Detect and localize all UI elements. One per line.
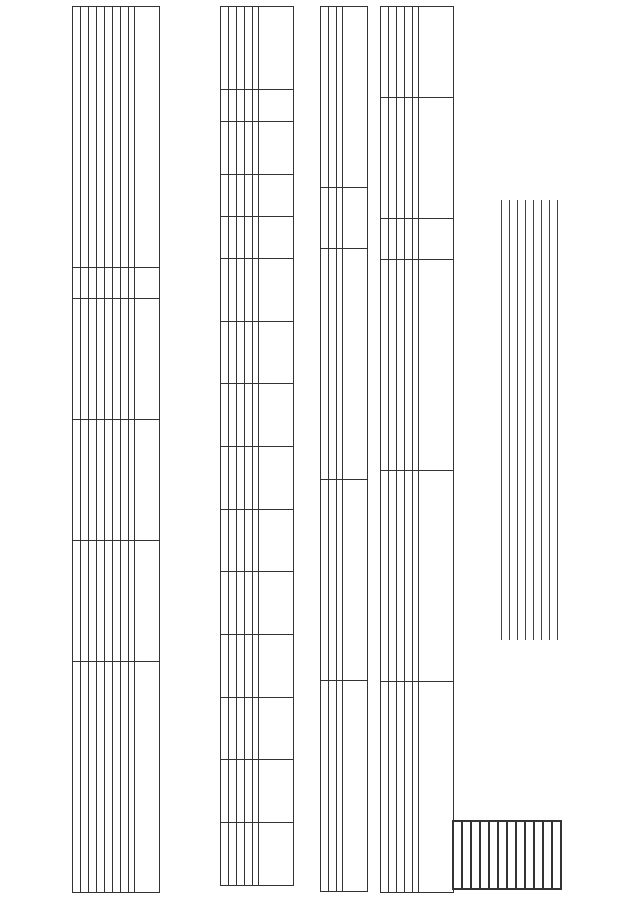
- table-cell: [237, 509, 245, 572]
- requisite-line: [501, 200, 502, 640]
- table-cell: [89, 268, 97, 299]
- table-cell: [229, 122, 237, 174]
- table-cell: [245, 823, 253, 886]
- column-number-cell: [337, 681, 343, 892]
- code-cell: [498, 821, 507, 889]
- header-cell: [135, 541, 160, 662]
- table-cell: [321, 188, 329, 249]
- table-cell: [329, 681, 337, 892]
- table-cell: [81, 299, 89, 420]
- header-cell: [135, 299, 160, 420]
- header-cell: [259, 446, 294, 509]
- table-cell: [97, 662, 105, 893]
- table-cell: [81, 268, 89, 299]
- table-cell: [321, 249, 329, 480]
- table-cell: [113, 299, 121, 420]
- table-cell: [381, 682, 389, 893]
- table-cell: [405, 7, 413, 98]
- column-number-cell: [129, 299, 135, 420]
- header-cell: [259, 384, 294, 447]
- table-cell: [329, 249, 337, 480]
- column-number-cell: [253, 122, 259, 174]
- table-cell: [121, 662, 129, 893]
- table-cell: [321, 7, 329, 188]
- header-cell: [259, 258, 294, 321]
- header-cell: [135, 268, 160, 299]
- table-cell: [73, 541, 81, 662]
- column-number-cell: [253, 509, 259, 572]
- table-cell: [89, 7, 97, 268]
- table-cell: [221, 7, 229, 90]
- table-cell: [397, 260, 405, 471]
- code-cell: [543, 821, 552, 889]
- table-cell: [221, 258, 229, 321]
- header-cell: [135, 662, 160, 893]
- table-cell: [237, 572, 245, 635]
- column-number-cell: [337, 7, 343, 188]
- table-cell: [397, 219, 405, 260]
- header-cell: [419, 260, 454, 471]
- table-cell: [89, 662, 97, 893]
- header-cell: [419, 7, 454, 98]
- table-cell: [229, 7, 237, 90]
- table-cell: [321, 681, 329, 892]
- table-cell: [229, 572, 237, 635]
- column-number-cell: [253, 635, 259, 698]
- header-cell: [259, 321, 294, 384]
- table-cell: [229, 384, 237, 447]
- section-1-table: [380, 6, 454, 893]
- table-cell: [245, 572, 253, 635]
- code-cell: [507, 821, 516, 889]
- table-cell: [381, 219, 389, 260]
- requisite-line: [549, 200, 550, 640]
- column-number-cell: [253, 697, 259, 760]
- table-cell: [245, 509, 253, 572]
- table-cell: [113, 268, 121, 299]
- column-number-cell: [253, 90, 259, 122]
- header-cell: [343, 249, 368, 480]
- table-cell: [237, 216, 245, 258]
- column-number-cell: [413, 7, 419, 98]
- table-cell: [245, 384, 253, 447]
- table-cell: [245, 697, 253, 760]
- table-cell: [97, 420, 105, 541]
- table-cell: [221, 174, 229, 216]
- table-cell: [221, 697, 229, 760]
- table-cell: [237, 90, 245, 122]
- table-cell: [121, 7, 129, 268]
- table-cell: [73, 299, 81, 420]
- table-cell: [405, 219, 413, 260]
- table-cell: [245, 216, 253, 258]
- table-cell: [221, 823, 229, 886]
- code-cell: [480, 821, 489, 889]
- requisite-line: [509, 200, 510, 640]
- column-number-cell: [337, 480, 343, 681]
- column-number-cell: [337, 188, 343, 249]
- table-cell: [397, 682, 405, 893]
- table-cell: [245, 258, 253, 321]
- table-cell: [381, 471, 389, 682]
- table-cell: [229, 446, 237, 509]
- table-cell: [113, 7, 121, 268]
- header-cell: [259, 697, 294, 760]
- header-cell: [419, 682, 454, 893]
- table-cell: [329, 480, 337, 681]
- table-cell: [237, 122, 245, 174]
- table-cell: [105, 299, 113, 420]
- table-cell: [389, 260, 397, 471]
- column-number-cell: [413, 260, 419, 471]
- header-cell: [259, 823, 294, 886]
- table-cell: [405, 682, 413, 893]
- table-cell: [221, 384, 229, 447]
- table-cell: [389, 98, 397, 219]
- table-cell: [113, 420, 121, 541]
- header-cell: [343, 188, 368, 249]
- requisite-line: [525, 200, 526, 640]
- table-cell: [237, 258, 245, 321]
- table-cell: [221, 216, 229, 258]
- column-number-cell: [253, 258, 259, 321]
- table-cell: [229, 321, 237, 384]
- table-cell: [229, 635, 237, 698]
- table-cell: [105, 662, 113, 893]
- table-cell: [397, 471, 405, 682]
- table-cell: [229, 697, 237, 760]
- table-cell: [237, 446, 245, 509]
- header-cell: [259, 216, 294, 258]
- code-cell: [489, 821, 498, 889]
- table-cell: [89, 541, 97, 662]
- header-cell: [259, 509, 294, 572]
- table-cell: [237, 7, 245, 90]
- table-cell: [381, 98, 389, 219]
- table-cell: [245, 90, 253, 122]
- section-2-table: [72, 6, 160, 893]
- column-number-cell: [253, 446, 259, 509]
- header-cell: [343, 7, 368, 188]
- code-cell: [462, 821, 471, 889]
- table-cell: [237, 823, 245, 886]
- header-cell: [259, 635, 294, 698]
- header-cell: [343, 681, 368, 892]
- section-1-1-table: [320, 6, 368, 892]
- table-cell: [73, 662, 81, 893]
- header-cell: [259, 7, 294, 90]
- table-cell: [229, 760, 237, 823]
- requisite-line: [517, 200, 518, 640]
- header-cell: [419, 219, 454, 260]
- header-cell: [343, 480, 368, 681]
- codes-header-cell: [552, 821, 561, 889]
- code-cell: [453, 821, 462, 889]
- table-cell: [237, 174, 245, 216]
- table-cell: [105, 420, 113, 541]
- table-cell: [329, 188, 337, 249]
- requisite-line: [533, 200, 534, 640]
- table-cell: [121, 268, 129, 299]
- header-cell: [259, 572, 294, 635]
- code-cell: [534, 821, 543, 889]
- table-cell: [105, 541, 113, 662]
- table-cell: [229, 509, 237, 572]
- table-cell: [381, 7, 389, 98]
- column-number-cell: [129, 7, 135, 268]
- table-cell: [229, 258, 237, 321]
- table-cell: [221, 446, 229, 509]
- table-cell: [245, 122, 253, 174]
- table-cell: [81, 420, 89, 541]
- column-number-cell: [413, 98, 419, 219]
- code-cell: [516, 821, 525, 889]
- table-cell: [245, 635, 253, 698]
- table-cell: [405, 471, 413, 682]
- codes-table: [452, 820, 562, 890]
- table-cell: [245, 321, 253, 384]
- table-cell: [113, 541, 121, 662]
- header-cell: [259, 760, 294, 823]
- table-cell: [245, 446, 253, 509]
- table-cell: [105, 7, 113, 268]
- requisite-line: [541, 200, 542, 640]
- column-number-cell: [253, 384, 259, 447]
- column-number-cell: [129, 541, 135, 662]
- table-cell: [81, 662, 89, 893]
- table-cell: [221, 321, 229, 384]
- table-cell: [97, 7, 105, 268]
- table-cell: [405, 260, 413, 471]
- table-cell: [89, 420, 97, 541]
- table-cell: [381, 260, 389, 471]
- table-cell: [105, 268, 113, 299]
- table-cell: [329, 7, 337, 188]
- column-number-cell: [413, 682, 419, 893]
- table-cell: [237, 760, 245, 823]
- table-cell: [389, 219, 397, 260]
- column-number-cell: [129, 268, 135, 299]
- column-number-cell: [413, 219, 419, 260]
- code-cell: [525, 821, 534, 889]
- table-cell: [221, 509, 229, 572]
- table-cell: [73, 268, 81, 299]
- table-cell: [97, 541, 105, 662]
- table-cell: [229, 823, 237, 886]
- table-cell: [245, 7, 253, 90]
- code-cell: [471, 821, 480, 889]
- table-cell: [397, 7, 405, 98]
- header-cell: [135, 7, 160, 268]
- table-cell: [389, 7, 397, 98]
- column-number-cell: [337, 249, 343, 480]
- table-cell: [89, 299, 97, 420]
- table-cell: [113, 662, 121, 893]
- table-cell: [397, 98, 405, 219]
- requisite-line: [557, 200, 558, 640]
- table-cell: [245, 174, 253, 216]
- table-cell: [97, 299, 105, 420]
- table-cell: [237, 697, 245, 760]
- column-number-cell: [253, 7, 259, 90]
- table-cell: [389, 682, 397, 893]
- table-cell: [237, 321, 245, 384]
- table-cell: [121, 541, 129, 662]
- header-cell: [259, 174, 294, 216]
- table-cell: [237, 384, 245, 447]
- column-number-cell: [253, 174, 259, 216]
- column-number-cell: [253, 823, 259, 886]
- table-cell: [73, 7, 81, 268]
- header-cell: [135, 420, 160, 541]
- table-cell: [73, 420, 81, 541]
- table-cell: [121, 420, 129, 541]
- table-cell: [405, 98, 413, 219]
- table-cell: [245, 760, 253, 823]
- column-number-cell: [253, 572, 259, 635]
- column-number-cell: [129, 662, 135, 893]
- column-number-cell: [253, 216, 259, 258]
- column-number-cell: [129, 420, 135, 541]
- table-cell: [229, 90, 237, 122]
- table-cell: [229, 216, 237, 258]
- header-cell: [259, 90, 294, 122]
- table-cell: [389, 471, 397, 682]
- table-cell: [221, 635, 229, 698]
- section-1-2-table: [220, 6, 294, 886]
- header-cell: [259, 122, 294, 174]
- table-cell: [237, 635, 245, 698]
- column-number-cell: [253, 321, 259, 384]
- header-cell: [419, 98, 454, 219]
- table-cell: [221, 90, 229, 122]
- table-cell: [97, 268, 105, 299]
- table-cell: [121, 299, 129, 420]
- table-cell: [81, 541, 89, 662]
- header-cell: [419, 471, 454, 682]
- table-cell: [221, 760, 229, 823]
- table-cell: [321, 480, 329, 681]
- table-cell: [81, 7, 89, 268]
- column-number-cell: [253, 760, 259, 823]
- column-number-cell: [413, 471, 419, 682]
- table-cell: [221, 122, 229, 174]
- table-cell: [221, 572, 229, 635]
- table-cell: [229, 174, 237, 216]
